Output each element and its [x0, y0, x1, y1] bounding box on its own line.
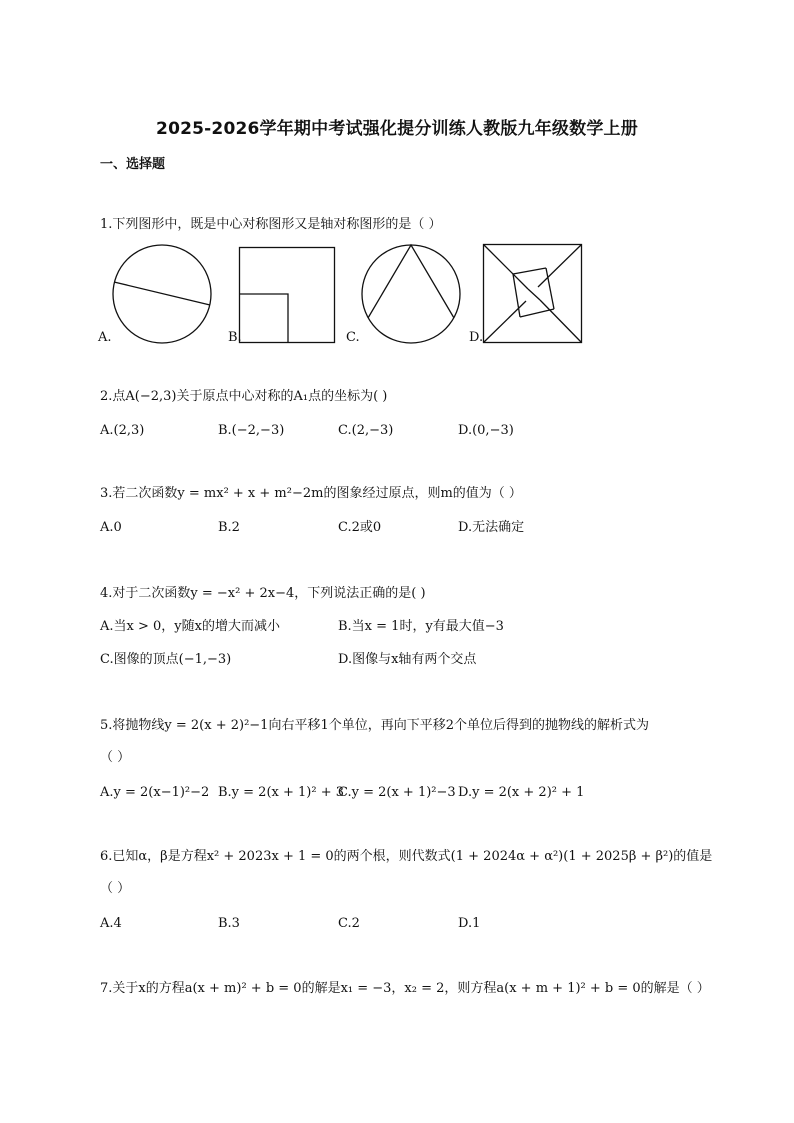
question-2-option-a: A.(2,3): [100, 423, 145, 438]
page-title: 2025-2026学年期中考试强化提分训练人教版九年级数学上册: [156, 119, 638, 139]
question-5-option-c: C.y = 2(x + 1)²−3: [338, 785, 456, 800]
question-6-stem: 6.已知α，β是方程x² + 2023x + 1 = 0的两个根，则代数式(1 + 2024α + α²)(1 + 2025β + β²)的值是: [100, 849, 713, 864]
question-5-option-b: B.y = 2(x + 1)² + 3: [218, 785, 345, 800]
question-5-option-a: A.y = 2(x−1)²−2: [100, 785, 210, 800]
question-4-option-d: D.图像与x轴有两个交点: [338, 652, 477, 667]
question-6-option-c: C.2: [338, 916, 360, 931]
question-2-option-d: D.(0,−3): [458, 423, 514, 438]
section-heading: 一、选择题: [100, 157, 166, 172]
question-3-option-d: D.无法确定: [458, 520, 525, 535]
option-b-label: B.: [228, 330, 242, 345]
question-2-option-b: B.(−2,−3): [218, 423, 285, 438]
question-4-stem: 4.对于二次函数y = −x² + 2x−4，下列说法正确的是( ): [100, 586, 426, 601]
option-a-label: A.: [98, 330, 112, 345]
question-6-option-b: B.3: [218, 916, 240, 931]
question-3-option-c: C.2或0: [338, 520, 382, 535]
question-5-paren: （ ）: [100, 750, 131, 765]
option-c-label: C.: [346, 330, 360, 345]
question-2-option-c: C.(2,−3): [338, 423, 394, 438]
question-7-stem: 7.关于x的方程a(x + m)² + b = 0的解是x₁ = −3，x₂ = 2，则方程a(x + m + 1)² + b = 0的解是（ ）: [100, 981, 710, 996]
option-d-label: D.: [469, 330, 484, 345]
circle-with-inscribed-triangle-figure: [358, 243, 464, 345]
square-with-inner-square-figure: [238, 246, 338, 344]
question-3-stem: 3.若二次函数y = mx² + x + m²−2m的图象经过原点，则m的值为（ ）: [100, 486, 522, 501]
square-pinwheel-figure: [482, 243, 584, 345]
question-4-option-b: B.当x = 1时，y有最大值−3: [338, 619, 504, 634]
question-5-stem: 5.将抛物线y = 2(x + 2)²−1向右平移1个单位，再向下平移2个单位后得到的抛物线的解析式为: [100, 718, 649, 733]
question-6-paren: （ ）: [100, 881, 131, 896]
question-5-option-d: D.y = 2(x + 2)² + 1: [458, 785, 585, 800]
question-6-option-d: D.1: [458, 916, 481, 931]
question-4-option-c: C.图像的顶点(−1,−3): [100, 652, 232, 667]
circle-with-chord-figure: [110, 243, 214, 345]
question-1-stem: 1.下列图形中，既是中心对称图形又是轴对称图形的是（ ）: [100, 217, 442, 232]
question-6-option-a: A.4: [100, 916, 122, 931]
question-2-stem: 2.点A(−2,3)关于原点中心对称的A₁点的坐标为( ): [100, 389, 388, 404]
question-4-option-a: A.当x > 0，y随x的增大而减小: [100, 619, 280, 634]
question-3-option-b: B.2: [218, 520, 240, 535]
question-3-option-a: A.0: [100, 520, 122, 535]
